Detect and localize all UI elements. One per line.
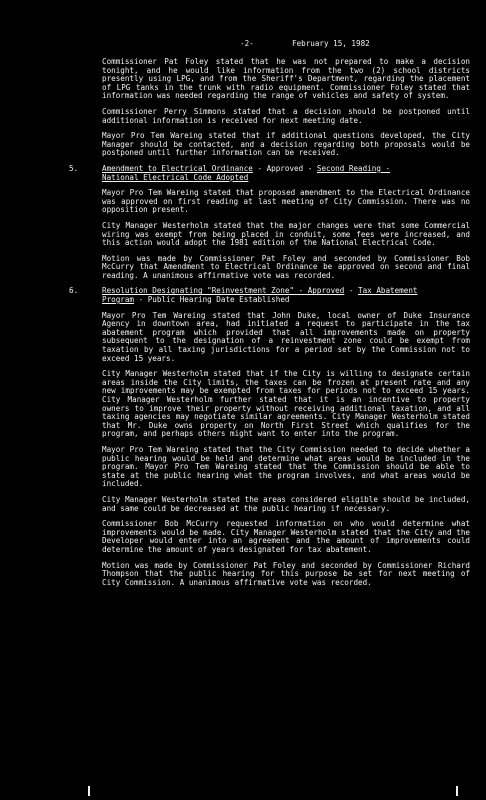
agenda-item-6-heading — [69, 286, 470, 305]
scan-edge-mark — [456, 786, 458, 796]
scan-edge-mark — [88, 786, 90, 796]
paragraph: Commissioner Bob McCurry requested information on who would determine what improvements would be made. City Manager Westerholm stated that the City and the Developer would enter into an agreement and the amount of improvements could determine the amount of years designated for tax abatement. — [102, 519, 470, 554]
paragraph: Commissioner Pat Foley stated that he was not prepared to make a decision tonight, and he would like information from the two (2) school districts presently using LPG, and from the Sheriff's Department, regarding the placement of LPG tanks in the trunk with radio equipment. Commissioner Foley stated that information was needed regarding the range of vehicles and safety of system. — [102, 57, 470, 101]
item-title-part: Tax Abatement — [358, 286, 418, 296]
paragraph: Mayor Pro Tem Wareing stated that the City Commission needed to decide whether a public hearing would be held and determine what areas would be included in the program. Mayor Pro Tem Wareing stated that the Commission should be able to state at the public hearing what the program involves, and what areas would be included. — [102, 444, 470, 489]
item-title-part: Second Reading - — [316, 163, 391, 173]
paragraph: Motion was made by Commissioner Pat Foley and seconded by Commissioner Richard Thompson that the public hearing for this purpose be set for next meeting of City Commission. A unanimous affirmative vote was recorded. — [102, 560, 470, 587]
page-number: -2- — [240, 39, 254, 48]
item-title-part: Amendment to Electrical Ordinance — [102, 163, 253, 173]
item-title-part: National Electrical Code Adopted — [102, 172, 249, 182]
paragraph: Mayor Pro Tem Wareing stated that proposed amendment to the Electrical Ordinance was approved on first reading at last meeting of City Commission. There was no opposition present. — [102, 188, 470, 215]
paragraph: City Manager Westerholm stated that if the City is willing to designate certain areas inside the City limits, the taxes can be frozen at present rate and any new improvements may be exempted from taxes for periods not to exceed 15 years. City Manager Westerholm further stated that it is an incentive to property owners to improve their property without receiving additional taxation, and all taxing agencies may negotiate similar agreements. City Manager Westerholm stated that Mr. Duke owns property on North First Street which qualifies for the program, and perhaps others might want to enter into the program. — [102, 369, 470, 439]
item-title-part: - — [344, 286, 359, 296]
item-number: 5. — [69, 163, 79, 173]
paragraph: City Manager Westerholm stated the areas considered eligible should be included, and same could be decreased at the public hearing if necessary. — [102, 494, 470, 513]
agenda-item-5-heading — [69, 163, 470, 182]
item-title-part: - Public Hearing Date Established — [134, 295, 290, 305]
page-header — [0, 40, 486, 52]
item-title-part: Resolution Designating "Reinvestment Zone" - Approved — [102, 286, 345, 296]
paragraph: Motion was made by Commissioner Pat Foley and seconded by Commissioner Bob McCurry that Amendment to Electrical Ordinance be approved on second and final reading. A unanimous affirmative vote was recorded. — [102, 253, 470, 280]
item-title-part: Program — [102, 295, 135, 305]
item-title-part: - Approved - — [252, 163, 317, 173]
paragraph: Mayor Pro Tem Wareing stated that if additional questions developed, the City Manager should be contacted, and a decision regarding both proposals would be postponed until further information can be received. — [102, 131, 470, 158]
paragraph: Commissioner Perry Simmons stated that a decision should be postponed until additional information is received for next meeting date. — [102, 106, 470, 125]
item-number: 6. — [69, 286, 79, 296]
document-body — [0, 58, 486, 594]
paragraph: City Manager Westerholm stated that the major changes were that some Commercial wiring was exempt from being placed in conduit, some fees were increased, and this action would adopt the 1981 edition of the National Electrical Code. — [102, 220, 470, 248]
paragraph: Mayor Pro Tem Wareing stated that John Duke, local owner of Duke Insurance Agency in downtown area, had initiated a request to participate in the tax abatement program which provided that all improvements made on property subsequent to the designation of a reinvestment zone could be exempt from taxation by all taxing jurisdictions for a period set by the Commission not to exceed 15 years. — [102, 310, 470, 363]
page-date: February 15, 1982 — [292, 39, 370, 48]
